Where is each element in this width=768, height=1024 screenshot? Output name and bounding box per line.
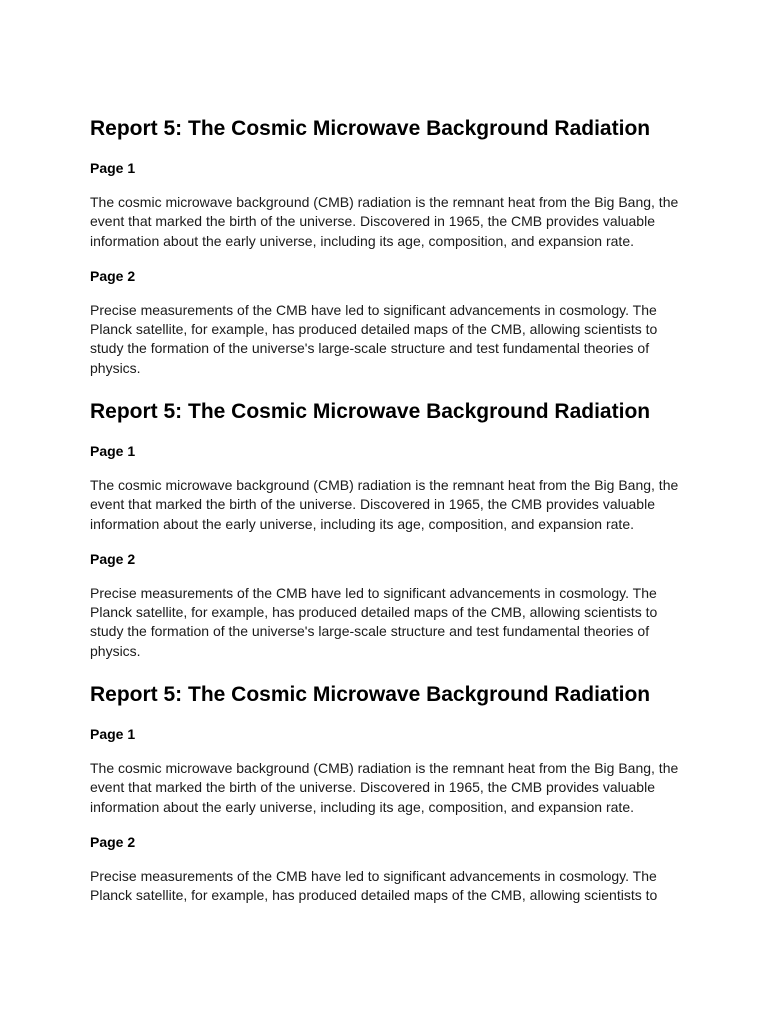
report-title: Report 5: The Cosmic Microwave Background Radiation (90, 683, 651, 706)
paragraph: Precise measurements of the CMB have led to significant advancements in cosmology. The Planck satellite, for example, has produced detailed maps of the CMB, allowing scientists to (90, 867, 658, 904)
report-section (90, 399, 690, 677)
paragraph: The cosmic microwave background (CMB) radiation is the remnant heat from the Big Bang, the event that marked the birth of the universe. Discovered in 1965, the CMB provides valuable information about the early universe, including its age, composition, and expansion rate. (90, 477, 679, 532)
page-heading: Page 1 (90, 726, 136, 742)
report-title: Report 5: The Cosmic Microwave Background Radiation (90, 400, 651, 423)
report-title: Report 5: The Cosmic Microwave Background Radiation (90, 117, 651, 140)
paragraph: Precise measurements of the CMB have led to significant advancements in cosmology. The Planck satellite, for example, has produced detailed maps of the CMB, allowing scientists to study the formation of the universe's large-scale structure and test fundamental theories of physics. (90, 584, 658, 659)
paragraph: The cosmic microwave background (CMB) radiation is the remnant heat from the Big Bang, the event that marked the birth of the universe. Discovered in 1965, the CMB provides valuable information about the early universe, including its age, composition, and expansion rate. (90, 194, 679, 249)
page-heading: Page 1 (90, 160, 136, 176)
page-heading: Page 2 (90, 267, 136, 284)
report-section (90, 682, 690, 921)
paragraph: Precise measurements of the CMB have led to significant advancements in cosmology. The Planck satellite, for example, has produced detailed maps of the CMB, allowing scientists to study the formation of the universe's large-scale structure and test fundamental theories of physics. (90, 301, 658, 376)
page-heading: Page 2 (90, 833, 136, 850)
page-heading: Page 2 (90, 550, 136, 567)
page-heading: Page 1 (90, 443, 136, 459)
paragraph: The cosmic microwave background (CMB) radiation is the remnant heat from the Big Bang, the event that marked the birth of the universe. Discovered in 1965, the CMB provides valuable information about the early universe, including its age, composition, and expansion rate. (90, 760, 679, 815)
report-section (90, 116, 690, 394)
